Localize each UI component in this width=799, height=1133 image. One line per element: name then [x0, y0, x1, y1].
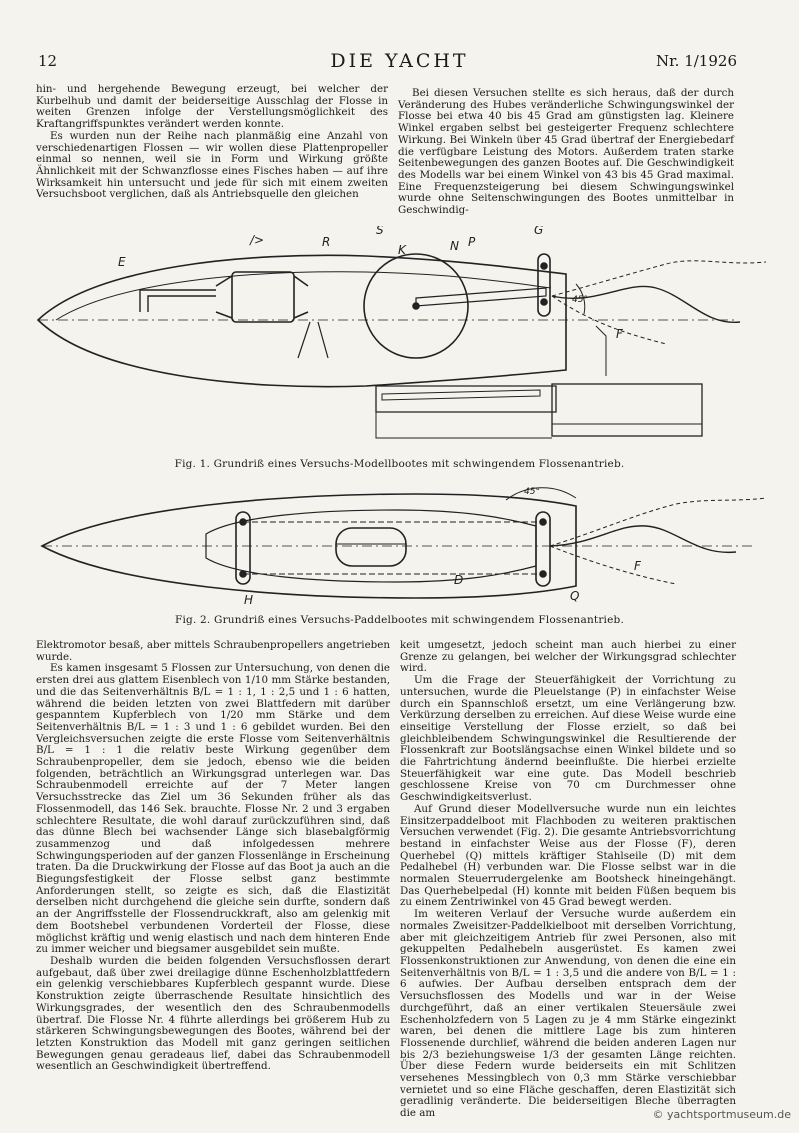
magazine-title: DIE YACHT [330, 50, 469, 72]
text-column-top-right [398, 88, 734, 217]
figure-label: N [450, 239, 459, 253]
watermark: © yachtsportmuseum.de [652, 1108, 791, 1121]
angle-label: 45° [524, 487, 540, 497]
paragraph: Es kamen insgesamt 5 Flossen zur Untersuchung, von denen die ersten drei aus glattem Eisenblech von 1/10 mm Stärke bestanden, und die das Seitenverhältnis B/L = 1 : 1, 1 : 2,5 und 1 : 6 hatten, während die beiden letzten von zwei Blattfedern mit darüber gespanntem Kupferblech von 1/20 mm Stärke und dem Seitenverhältnis B/L = 1 : 3 und 1 : 6 gebildet wurden. Bei den Vergleichsversuchen zeigte die erste Flosse vom Seitenverhältnis B/L = 1 : 1 die relativ beste Wirkung gegenüber dem Schraubenpropeller, dem sie jedoch, ebenso wie die beiden folgenden, beträchtlich an Wirkungsgrad unterlegen war. Das Schraubenmodell erreichte auf der 7 Meter langen Versuchsstrecke das Ziel um 36 Sekunden früher als das Flossenmodell, das 146 Sek. brauchte. Flosse Nr. 2 und 3 ergaben schlechtere Resultate, die wohl darauf zurückzuführen sind, daß das dünne Blech bei wachsender Länge sich blasebalgförmig zusammenzog und daß infolgedessen mehrere Schwingungsperioden auf der ganzen Flossenlänge in Erscheinung traten. Da die Druckwirkung der Flosse auf das Boot ja auch an die Biegungsfestigkeit der Flosse selbst ganz bestimmte Anforderungen stellt, so zeigte es sich, daß die Elastizität derselben nicht durchgehend die gleiche sein durfte, sondern daß an der Angriffsstelle der Flossendruckkraft, also am gelenkig mit dem Bootshebel verbundenen Vorderteil der Flosse, diese möglichst kräftig und wenig elastisch und nach dem hinteren Ende zu immer weicher und biegsamer ausgebildet sein mußte. [36, 662, 390, 956]
figure-label: P [468, 235, 476, 249]
angle-label: 45° [572, 295, 588, 305]
text-column-bottom-right [400, 640, 736, 1120]
paragraph: Im weiteren Verlauf der Versuche wurde außerdem ein normales Zweisitzer-Paddelkielboot mit derselben Vorrichtung, aber mit gleichzeitigem Antrieb für zwei Personen, also mit gekuppelten Pedalhebeln ausgerüstet. Es kamen zwei Flossenkonstruktionen zur Anwendung, von denen die eine ein Seitenverhältnis von B/L = 1 : 3,5 und die andere von B/L = 1 : 6 aufwies. Der Aufbau derselben entsprach dem der Versuchsflossen des Modells und war in der Weise durchgeführt, daß an einer vertikalen Steuersäule zwei Eschenholzfedern von 5 Lagen zu je 4 mm Stärke eingezinkt waren, bei denen die mittlere Lage bis zum hinteren Flossenende durchlief, während die beiden anderen Lagen nur bis 2/3 beziehungsweise 1/3 der gesamten Länge reichten. Über diese Federn wurde beiderseits ein mit Schlitzen versehenes Messingblech von 0,3 mm Stärke verschiebbar vernietet und so eine Fläche geschaffen, deren Elastizität sich geradlinig veränderte. Die beiderseitigen Bleche überragten die am [400, 908, 736, 1120]
figure-label: E [118, 255, 126, 269]
figure-label: F [634, 559, 641, 573]
figure-label: H [244, 593, 254, 607]
paragraph: Auf Grund dieser Modellversuche wurde nun ein leichtes Einsitzerpaddelboot mit Flachboden zu weiteren praktischen Versuchen verwendet (Fig. 2). Die gesamte Antriebsvorrichtung bestand in einfachster Weise aus der Flosse (F), deren Querhebel (Q) mittels kräftiger Stahlseile (D) mit dem Pedalhebel (H) verbunden war. Die Flosse selbst war in die normalen Steuerrudergelenke am Bootsheck hineingehängt. Das Querhebelpedal (H) konnte mit beiden Füßen bequem bis zu einem Zentriwinkel von 45 Grad bewegt werden. [400, 802, 736, 909]
figure-label: K [398, 243, 406, 257]
paragraph: Elektromotor besaß, aber mittels Schraubenpropellers angetrieben wurde. [36, 639, 390, 663]
figure-1-drawing [36, 226, 776, 454]
figure-2-caption: Fig. 2. Grundriß eines Versuchs-Paddelbootes mit schwingendem Flossenantrieb. [175, 614, 624, 626]
figure-1-caption: Fig. 1. Grundriß eines Versuchs-Modellbootes mit schwingendem Flossenantrieb. [174, 458, 625, 470]
paragraph: hin- und hergehende Bewegung erzeugt, bei welcher der Kurbelhub und damit der beiderseitige Ausschlag der Flosse in weiten Grenzen infolge der Verstellungsmöglichkeit des Kraftangriffspunktes verändert werden konnte. [36, 83, 388, 131]
figure-label: F [616, 327, 623, 341]
text-column-bottom-left [36, 640, 390, 1073]
figure-2-drawing [36, 480, 776, 610]
page-number: 12 [38, 52, 58, 70]
figure-1-model-boat [36, 226, 776, 454]
figure-2-paddle-boat [36, 480, 776, 610]
figure-label: G [534, 226, 544, 237]
figure-label: Q [570, 589, 580, 603]
paragraph: Deshalb wurden die beiden folgenden Versuchsflossen derart aufgebaut, daß über zwei dreilagige dünne Eschenholzblattfedern ein gelenkig verschiebbares Kupferblech gespannt wurde. Diese Konstruktion zeigte überraschende Resultate hinsichtlich des Wirkungsgrades, der wesentlich den des Schraubenmodells übertraf. Die Flosse Nr. 4 führte allerdings bei größerem Hub zu stärkeren Schwingungsbewegungen des Bootes, während bei der letzten Konstruktion das Modell mit ganz geringen seitlichen Bewegungen genau geradeaus lief, dabei das Schraubenmodell wesentlich an Geschwindigkeit übertreffend. [36, 954, 390, 1073]
figure-label: S [376, 226, 384, 237]
paragraph: Bei diesen Versuchen stellte es sich heraus, daß der durch Veränderung des Hubes veränderliche Schwingungswinkel der Flosse bei etwa 40 bis 45 Grad am günstigsten lag. Kleinere Winkel ergaben selbst bei gesteigerter Frequenz schlechtere Wirkung. Bei Winkeln über 45 Grad übertraf der Energiebedarf die verfügbare Leistung des Motors. Außerdem traten starke Seitenbewegungen des ganzen Bootes auf. Die Geschwindigkeit des Modells war bei einem Winkel von 43 bis 45 Grad maximal. Eine Frequenzsteigerung bei diesem Schwingungswinkel wurde ohne Seitenschwingungen des Bootes unmittelbar in Geschwindig- [398, 87, 734, 217]
figure-label: /> [250, 233, 265, 247]
text-column-top-left [36, 84, 388, 201]
figure-label: R [322, 235, 331, 249]
page-header [0, 48, 799, 72]
issue-number: Nr. 1/1926 [656, 52, 737, 70]
paragraph: Um die Frage der Steuerfähigkeit der Vorrichtung zu untersuchen, wurde die Pleuelstange (P) in einfachster Weise durch ein Spannschloß ersetzt, um eine Verlängerung bzw. Verkürzung derselben zu erreichen. Auf diese Weise wurde eine einseitige Verstellung der Flosse erzielt, so daß bei gleichbleibendem Schwingungswinkel die Resultierende der Flossenkraft zur Bootslängsachse einen Winkel bildete und so die Fahrtrichtung ändernd beeinflußte. Die hierbei erzielte Steuerfähigkeit war eine gute. Das Modell beschrieb geschlossene Kreise von 70 cm Durchmesser ohne Geschwindigkeitsverlust. [400, 674, 736, 804]
paragraph: Es wurden nun der Reihe nach planmäßig eine Anzahl von verschiedenartigen Flossen — wir wollen diese Plattenpropeller einmal so nennen, weil sie in Form und Wirkung größte Ähnlichkeit mit der Schwanzflosse eines Fisches haben — auf ihre Wirksamkeit hin untersucht und jede für sich mit einem zweiten Versuchsboot verglichen, daß als Antriebsquelle den gleichen [36, 129, 388, 201]
paragraph: keit umgesetzt, jedoch scheint man auch hierbei zu einer Grenze zu gelangen, bei welcher der Wirkungsgrad schlechter wird. [400, 639, 736, 675]
figure-label: D [454, 573, 464, 587]
